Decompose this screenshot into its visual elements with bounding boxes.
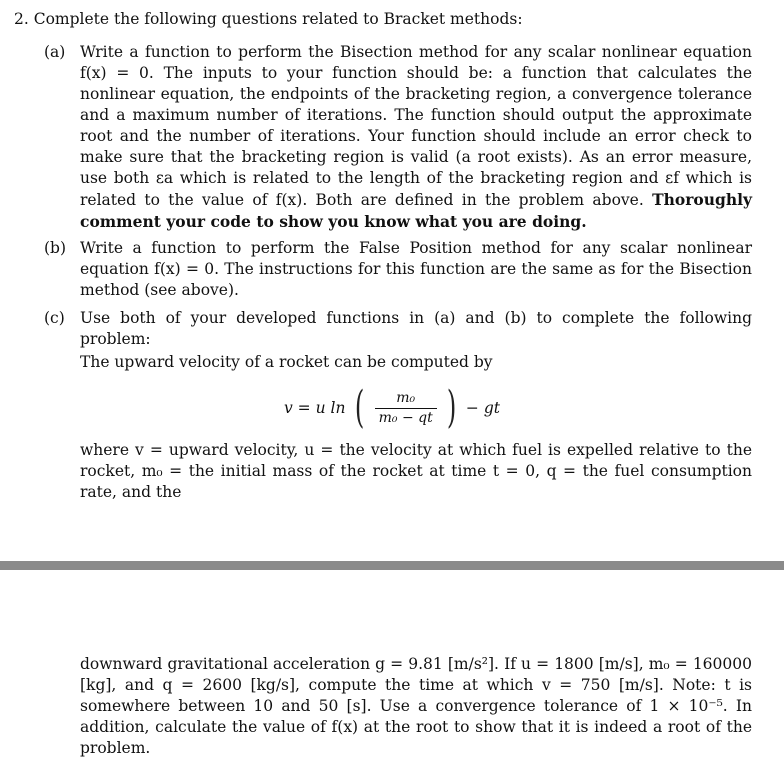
part-c-text: Use both of your developed functions in (a) and (b) to complete the following problem:	[80, 309, 752, 348]
part-a-text	[80, 42, 752, 233]
part-a-label: (a)	[44, 43, 66, 61]
equation-denominator: m₀ − qt	[375, 408, 437, 427]
equation-fraction	[375, 390, 437, 427]
equation-numerator: m₀	[396, 389, 416, 406]
problem-where-text: where v = upward velocity, u = the velocity at which fuel is expelled relative to the rocket, m₀ = the initial mass of the rocket at time t = 0, q = the fuel consumption rate, and the	[80, 441, 752, 501]
equation-lhs: v = u ln	[284, 398, 346, 417]
part-a-bold-instruction: Thoroughly comment your code to show you know what you are doing.	[80, 190, 752, 231]
left-paren: (	[355, 382, 365, 433]
page-divider	[0, 561, 784, 570]
part-b-text: Write a function to perform the False Position method for any scalar nonlinear equation f(x) = 0. The instructions for this function are the same as for the Bisection method (see above).	[80, 239, 752, 299]
part-c	[44, 308, 752, 348]
part-b	[44, 238, 752, 302]
part-c-label: (c)	[44, 309, 65, 327]
problem-intro: The upward velocity of a rocket can be computed by	[80, 353, 493, 371]
right-paren: )	[446, 382, 457, 433]
part-b-label: (b)	[44, 239, 67, 257]
page-gap	[0, 570, 784, 652]
velocity-equation	[0, 384, 784, 432]
equation-rhs: − gt	[465, 398, 500, 417]
part-a	[44, 42, 752, 232]
part-a-body: Write a function to perform the Bisection method for any scalar nonlinear equation f(x) = 0. The inputs to your function should be: a function that calculates the nonlinear equation, the endpoints of the bracketing region, a convergence tolerance and a maximum number of iterations. The function should output the approximate root and the number of iterations. Your function should include an error check to make sure that the bracketing region is valid (a root exists). As an error measure, use both εa which is related to the length of the bracketing region and εf which is related to the value of f(x). Both are defined in the problem above.	[80, 43, 752, 209]
question-title: 2. Complete the following questions related to Bracket methods:	[14, 10, 523, 28]
problem-continuation: downward gravitational acceleration g = 9.81 [m/s²]. If u = 1800 [m/s], m₀ = 160000 [kg], and q = 2600 [kg/s], compute the time at which v = 750 [m/s]. Note: t is somewhere between 10 and 50 [s]. Use a convergence tolerance of 1 × 10⁻⁵. In addition, calculate the value of f(x) at the root to show that it is indeed a root of the problem.	[80, 655, 752, 757]
